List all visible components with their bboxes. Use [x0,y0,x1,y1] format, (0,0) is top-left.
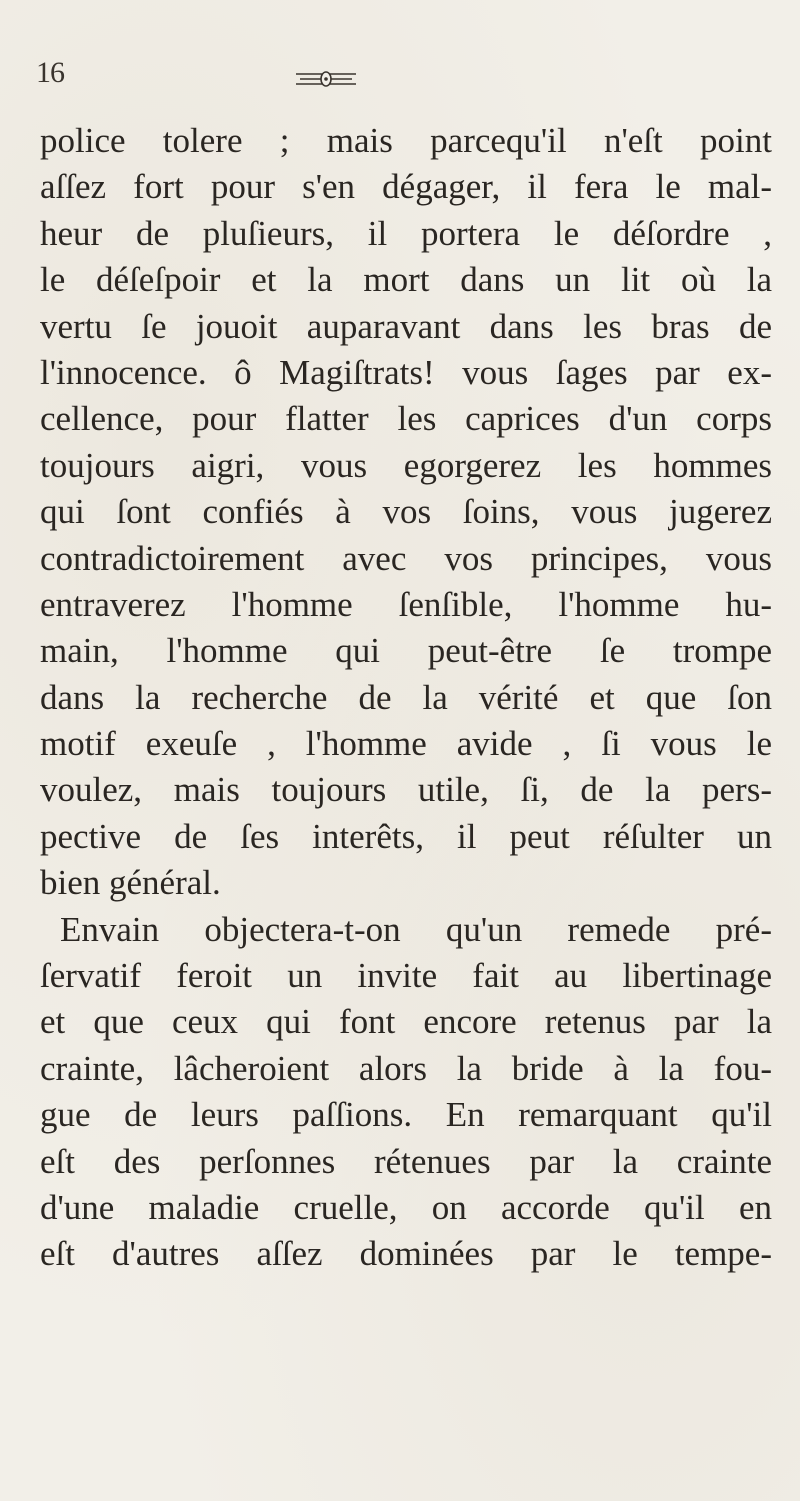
text-line: ſervatif feroit un invite fait au libertinage [40,956,772,996]
body-text [40,118,772,1278]
paragraph-start-line: Envain objectera-t-on qu'un remede pré- [60,909,772,949]
text-line: entraverez l'homme ſenſible, l'homme hu- [40,584,772,624]
text-line: voulez, mais toujours utile, ſi, de la pers- [40,770,772,810]
text-line: heur de pluſieurs, il portera le déſordre , [40,213,772,253]
text-line: pective de ſes interêts, il peut réſulter un [40,816,772,856]
header-ornament-icon [294,66,358,90]
text-line: gue de leurs paſſions. En remarquant qu'il [40,1095,772,1135]
text-line: d'une maladie cruelle, on accorde qu'il en [40,1187,772,1227]
text-line: motif exeuſe , l'homme avide , ſi vous le [40,724,772,764]
page-number: 16 [36,56,64,89]
text-line: cellence, pour flatter les caprices d'un corps [40,399,772,439]
text-line: toujours aigri, vous egorgerez les hommes [40,445,772,485]
text-line: eſt d'autres aſſez dominées par le tempe- [40,1234,772,1274]
paragraph-end-line: bien général. [40,863,221,903]
text-line: eſt des perſonnes rétenues par la crainte [40,1141,772,1181]
text-line: dans la recherche de la vérité et que ſon [40,677,772,717]
text-line: main, l'homme qui peut-être ſe trompe [40,631,772,671]
text-line: crainte, lâcheroient alors la bride à la fou- [40,1048,772,1088]
text-line: et que ceux qui font encore retenus par la [40,1002,772,1042]
text-line: police tolere ; mais parcequ'il n'eſt point [40,121,772,160]
text-line: vertu ſe jouoit auparavant dans les bras de [40,306,772,346]
text-line: contradictoirement avec vos principes, vous [40,538,772,578]
text-line: le déſeſpoir et la mort dans un lit où la [40,260,772,300]
text-line: l'innocence. ô Magiſtrats! vous ſages par ex- [40,352,772,392]
text-line: qui ſont confiés à vos ſoins, vous jugerez [40,492,772,532]
text-line: aſſez fort pour s'en dégager, il fera le mal- [40,167,772,207]
